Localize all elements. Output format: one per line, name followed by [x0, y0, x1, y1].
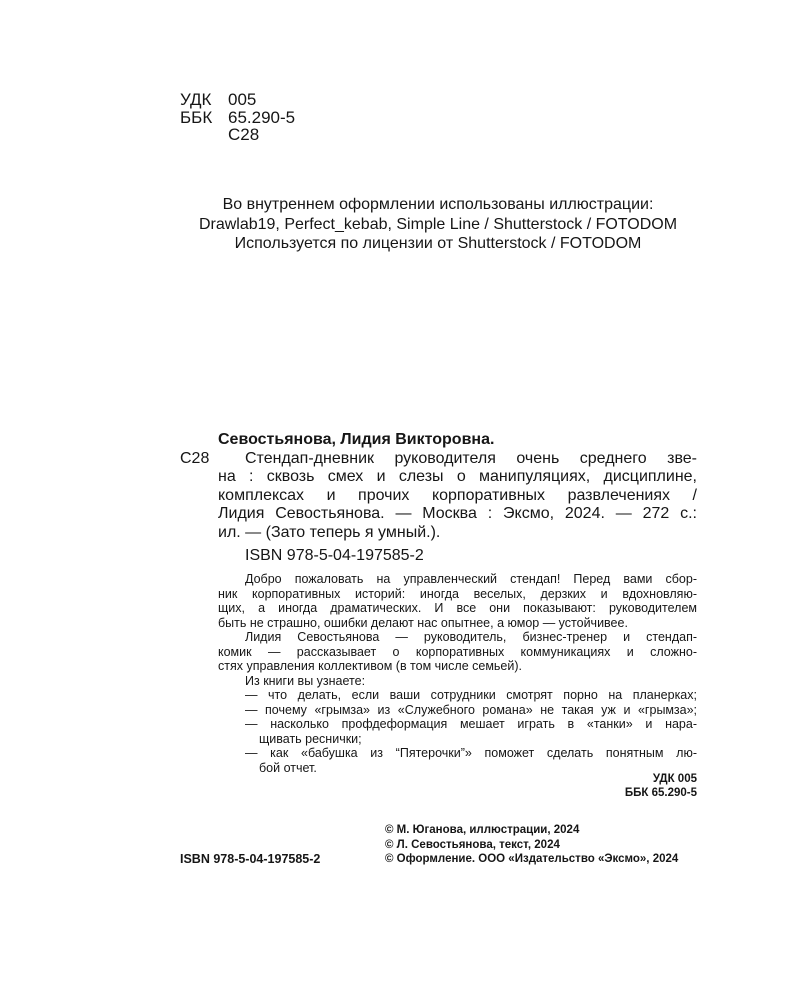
illustrations-note-line: Во внутреннем оформлении использованы иллюстрации: [222, 196, 654, 213]
record-author-sign: С28 [180, 449, 210, 467]
copyright-line: © Оформление. ООО «Издательство «Эксмо», 2024 [385, 853, 679, 865]
annotation-list-item: — как «бабушка из “Пятерочки”» поможет сделать понятным лю- [245, 746, 697, 760]
bbk-row [180, 109, 295, 127]
annotation-line: щих, а иногда драматических. И все они показывают: руководителем [218, 601, 697, 615]
classification-footer [625, 772, 697, 800]
annotation-line: Лидия Севостьянова — руководитель, бизнес-тренер и стендап- [245, 630, 697, 644]
annotation-line: стях управления коллективом (в том числе семьей). [218, 659, 522, 673]
annotation-line: ник корпоративных историй: иногда веселых, дерзких и вдохновляю- [218, 586, 697, 601]
bibliographic-line: комплексах и прочих корпоративных развлечениях / [218, 486, 697, 504]
bbk-label: ББК [180, 107, 213, 127]
bibliographic-line: Лидия Севостьянова. — Москва : Эксмо, 2024. — 272 с.: [218, 505, 697, 522]
annotation-line: Из книги вы узнаете: [245, 673, 366, 688]
annotation-line: быть не страшно, ошибки делают нас опытнее, а юмор — устойчивее. [218, 615, 628, 630]
classification-codes [180, 91, 295, 144]
annotation-list-item-continuation: бой отчет. [259, 760, 317, 775]
illustrations-note [140, 195, 736, 254]
author-heading: Севостьянова, Лидия Викторовна. [218, 431, 495, 448]
annotation-list-item: — что делать, если ваши сотрудники смотрят порно на планерках; [245, 688, 697, 702]
annotation-list-item-continuation: щивать реснички; [259, 731, 362, 746]
bibliographic-record [180, 431, 697, 565]
bbk-value: 65.290-5 [228, 107, 296, 127]
author-sign-row [180, 126, 295, 144]
footer-udk: УДК 005 [652, 773, 697, 785]
footer-bbk: ББК 65.290-5 [624, 787, 697, 799]
copyright-block [385, 823, 678, 867]
udk-label: УДК [180, 90, 212, 109]
annotation-line: комик — рассказывает о корпоративных коммуникациях и сложно- [218, 644, 697, 659]
record-isbn: ISBN 978-5-04-197585-2 [245, 546, 424, 564]
illustrations-credits-line: Drawlab19, Perfect_kebab, Simple Line / Shutterstock / FOTODOM [198, 215, 678, 233]
bibliographic-line: Стендап-дневник руководителя очень среднего зве- [245, 449, 697, 467]
author-sign: С28 [228, 125, 260, 144]
copyright-line: © Л. Севостьянова, текст, 2024 [385, 838, 560, 851]
udk-value: 005 [228, 90, 257, 109]
annotation [218, 572, 697, 775]
bibliographic-line: на : сквозь смех и слезы о манипуляциях, дисциплине, [218, 468, 697, 485]
copyright-line: © М. Юганова, иллюстрации, 2024 [385, 824, 580, 836]
license-line: Используется по лицензии от Shutterstock / FOTODOM [234, 235, 642, 252]
annotation-line: Добро пожаловать на управленческий стендап! Перед вами сбор- [245, 572, 697, 586]
udk-row [180, 91, 295, 109]
isbn-footer: ISBN 978-5-04-197585-2 [180, 852, 321, 866]
annotation-list-item: — насколько профдеформация мешает играть в «танки» и нара- [245, 717, 697, 731]
annotation-list-item: — почему «грымза» из «Служебного романа» не такая уж и «грымза»; [245, 702, 697, 717]
bibliographic-line: ил. — (Зато теперь я умный.). [218, 523, 441, 541]
